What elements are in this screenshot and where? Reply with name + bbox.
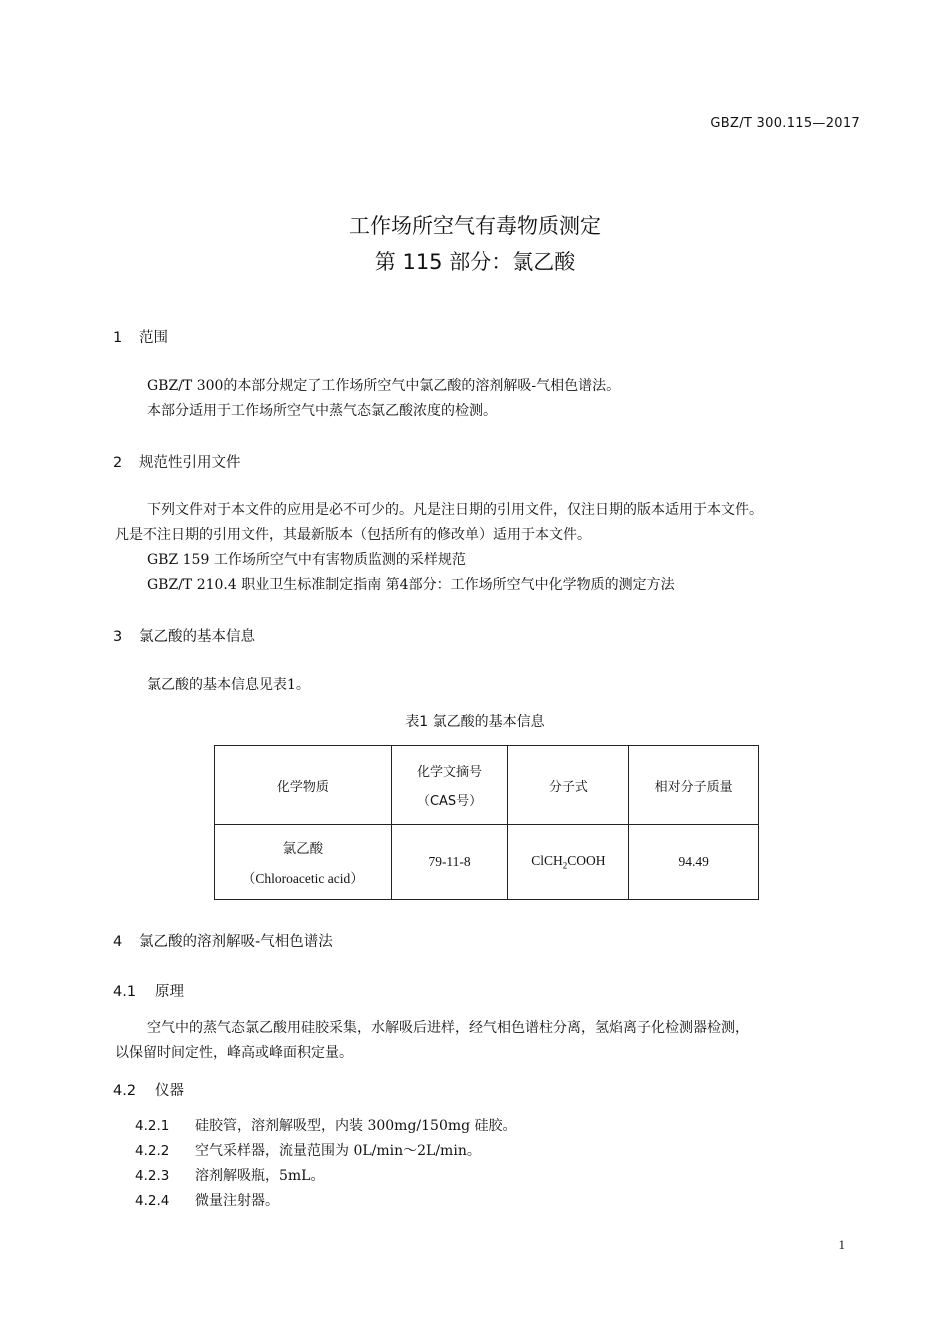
item-number: 4.2.1 — [135, 1118, 170, 1134]
section-4-heading — [113, 930, 333, 951]
table-cell — [215, 825, 392, 900]
section-3-heading — [113, 625, 255, 646]
info-table — [214, 745, 759, 900]
header-line: （CAS号） — [416, 794, 483, 809]
table-header-cell — [391, 746, 508, 825]
header-line: 化学文摘号 — [417, 765, 483, 780]
item-text: 空气采样器，流量范围为 0L/min～2L/min。 — [195, 1143, 481, 1159]
section-title: 规范性引用文件 — [139, 455, 241, 471]
table-header-cell: 化学物质 — [215, 746, 392, 825]
paragraph-continuation: 凡是不注日期的引用文件，其最新版本（包括所有的修改单）适用于本文件。 — [115, 527, 591, 543]
table-header-row — [215, 746, 759, 825]
paragraph: 下列文件对于本文件的应用是必不可少的。凡是注日期的引用文件，仅注日期的版本适用于本文件。 — [147, 502, 763, 518]
section-number: 2 — [113, 455, 123, 471]
section-number: 3 — [113, 629, 123, 645]
item-text: 溶剂解吸瓶，5mL。 — [195, 1168, 325, 1184]
subsection-4-1-heading — [113, 980, 184, 1001]
section-number: 4.1 — [113, 984, 137, 1000]
section-2-heading — [113, 451, 241, 472]
document-subtitle: 第 115 部分：氯乙酸 — [374, 250, 576, 274]
section-title: 范围 — [139, 330, 168, 346]
paragraph: 氯乙酸的基本信息见表1。 — [147, 677, 310, 693]
section-number: 4 — [113, 934, 123, 950]
formula-part: ClCH — [531, 853, 563, 869]
subsection-4-2-heading — [113, 1079, 184, 1100]
item-text: 硅胶管，溶剂解吸型，内装 300mg/150mg 硅胶。 — [195, 1118, 517, 1134]
table-row — [215, 825, 759, 900]
table-header-cell: 分子式 — [508, 746, 629, 825]
document-title: 工作场所空气有毒物质测定 — [349, 214, 601, 238]
item-number: 4.2.2 — [135, 1143, 170, 1159]
item-text: 微量注射器。 — [195, 1193, 279, 1209]
chemical-name-en: （Chloroacetic acid） — [241, 871, 364, 886]
table-header-cell: 相对分子质量 — [629, 746, 759, 825]
list-item — [135, 1190, 279, 1210]
paragraph: GBZ/T 300的本部分规定了工作场所空气中氯乙酸的溶剂解吸-气相色谱法。 — [147, 378, 621, 394]
reference-item: GBZ/T 210.4 职业卫生标准制定指南 第4部分：工作场所空气中化学物质的测定方法 — [147, 577, 675, 593]
list-item — [135, 1140, 481, 1160]
section-title: 原理 — [155, 984, 184, 1000]
table-cell: 79-11-8 — [391, 825, 508, 900]
paragraph-continuation: 以保留时间定性，峰高或峰面积定量。 — [115, 1045, 353, 1061]
section-1-heading — [113, 326, 168, 347]
paragraph: 空气中的蒸气态氯乙酸用硅胶采集，水解吸后进样，经气相色谱柱分离，氢焰离子化检测器检测， — [147, 1020, 749, 1036]
table-cell — [508, 825, 629, 900]
item-number: 4.2.3 — [135, 1168, 170, 1184]
section-number: 4.2 — [113, 1083, 137, 1099]
section-title: 仪器 — [155, 1083, 184, 1099]
formula-subscript: 2 — [562, 860, 568, 871]
table-caption: 表1 氯乙酸的基本信息 — [405, 714, 545, 730]
paragraph: 本部分适用于工作场所空气中蒸气态氯乙酸浓度的检测。 — [147, 403, 497, 419]
reference-item: GBZ 159 工作场所空气中有害物质监测的采样规范 — [147, 552, 466, 568]
item-number: 4.2.4 — [135, 1193, 170, 1209]
list-item — [135, 1115, 517, 1135]
section-title: 氯乙酸的基本信息 — [139, 629, 255, 645]
list-item — [135, 1165, 324, 1185]
formula-part: COOH — [567, 853, 606, 869]
chemical-name: 氯乙酸 — [282, 841, 324, 857]
page-number: 1 — [838, 1237, 845, 1252]
section-title: 氯乙酸的溶剂解吸-气相色谱法 — [139, 934, 333, 950]
section-number: 1 — [113, 330, 123, 346]
standard-number: GBZ/T 300.115—2017 — [710, 116, 860, 131]
table-cell: 94.49 — [629, 825, 759, 900]
